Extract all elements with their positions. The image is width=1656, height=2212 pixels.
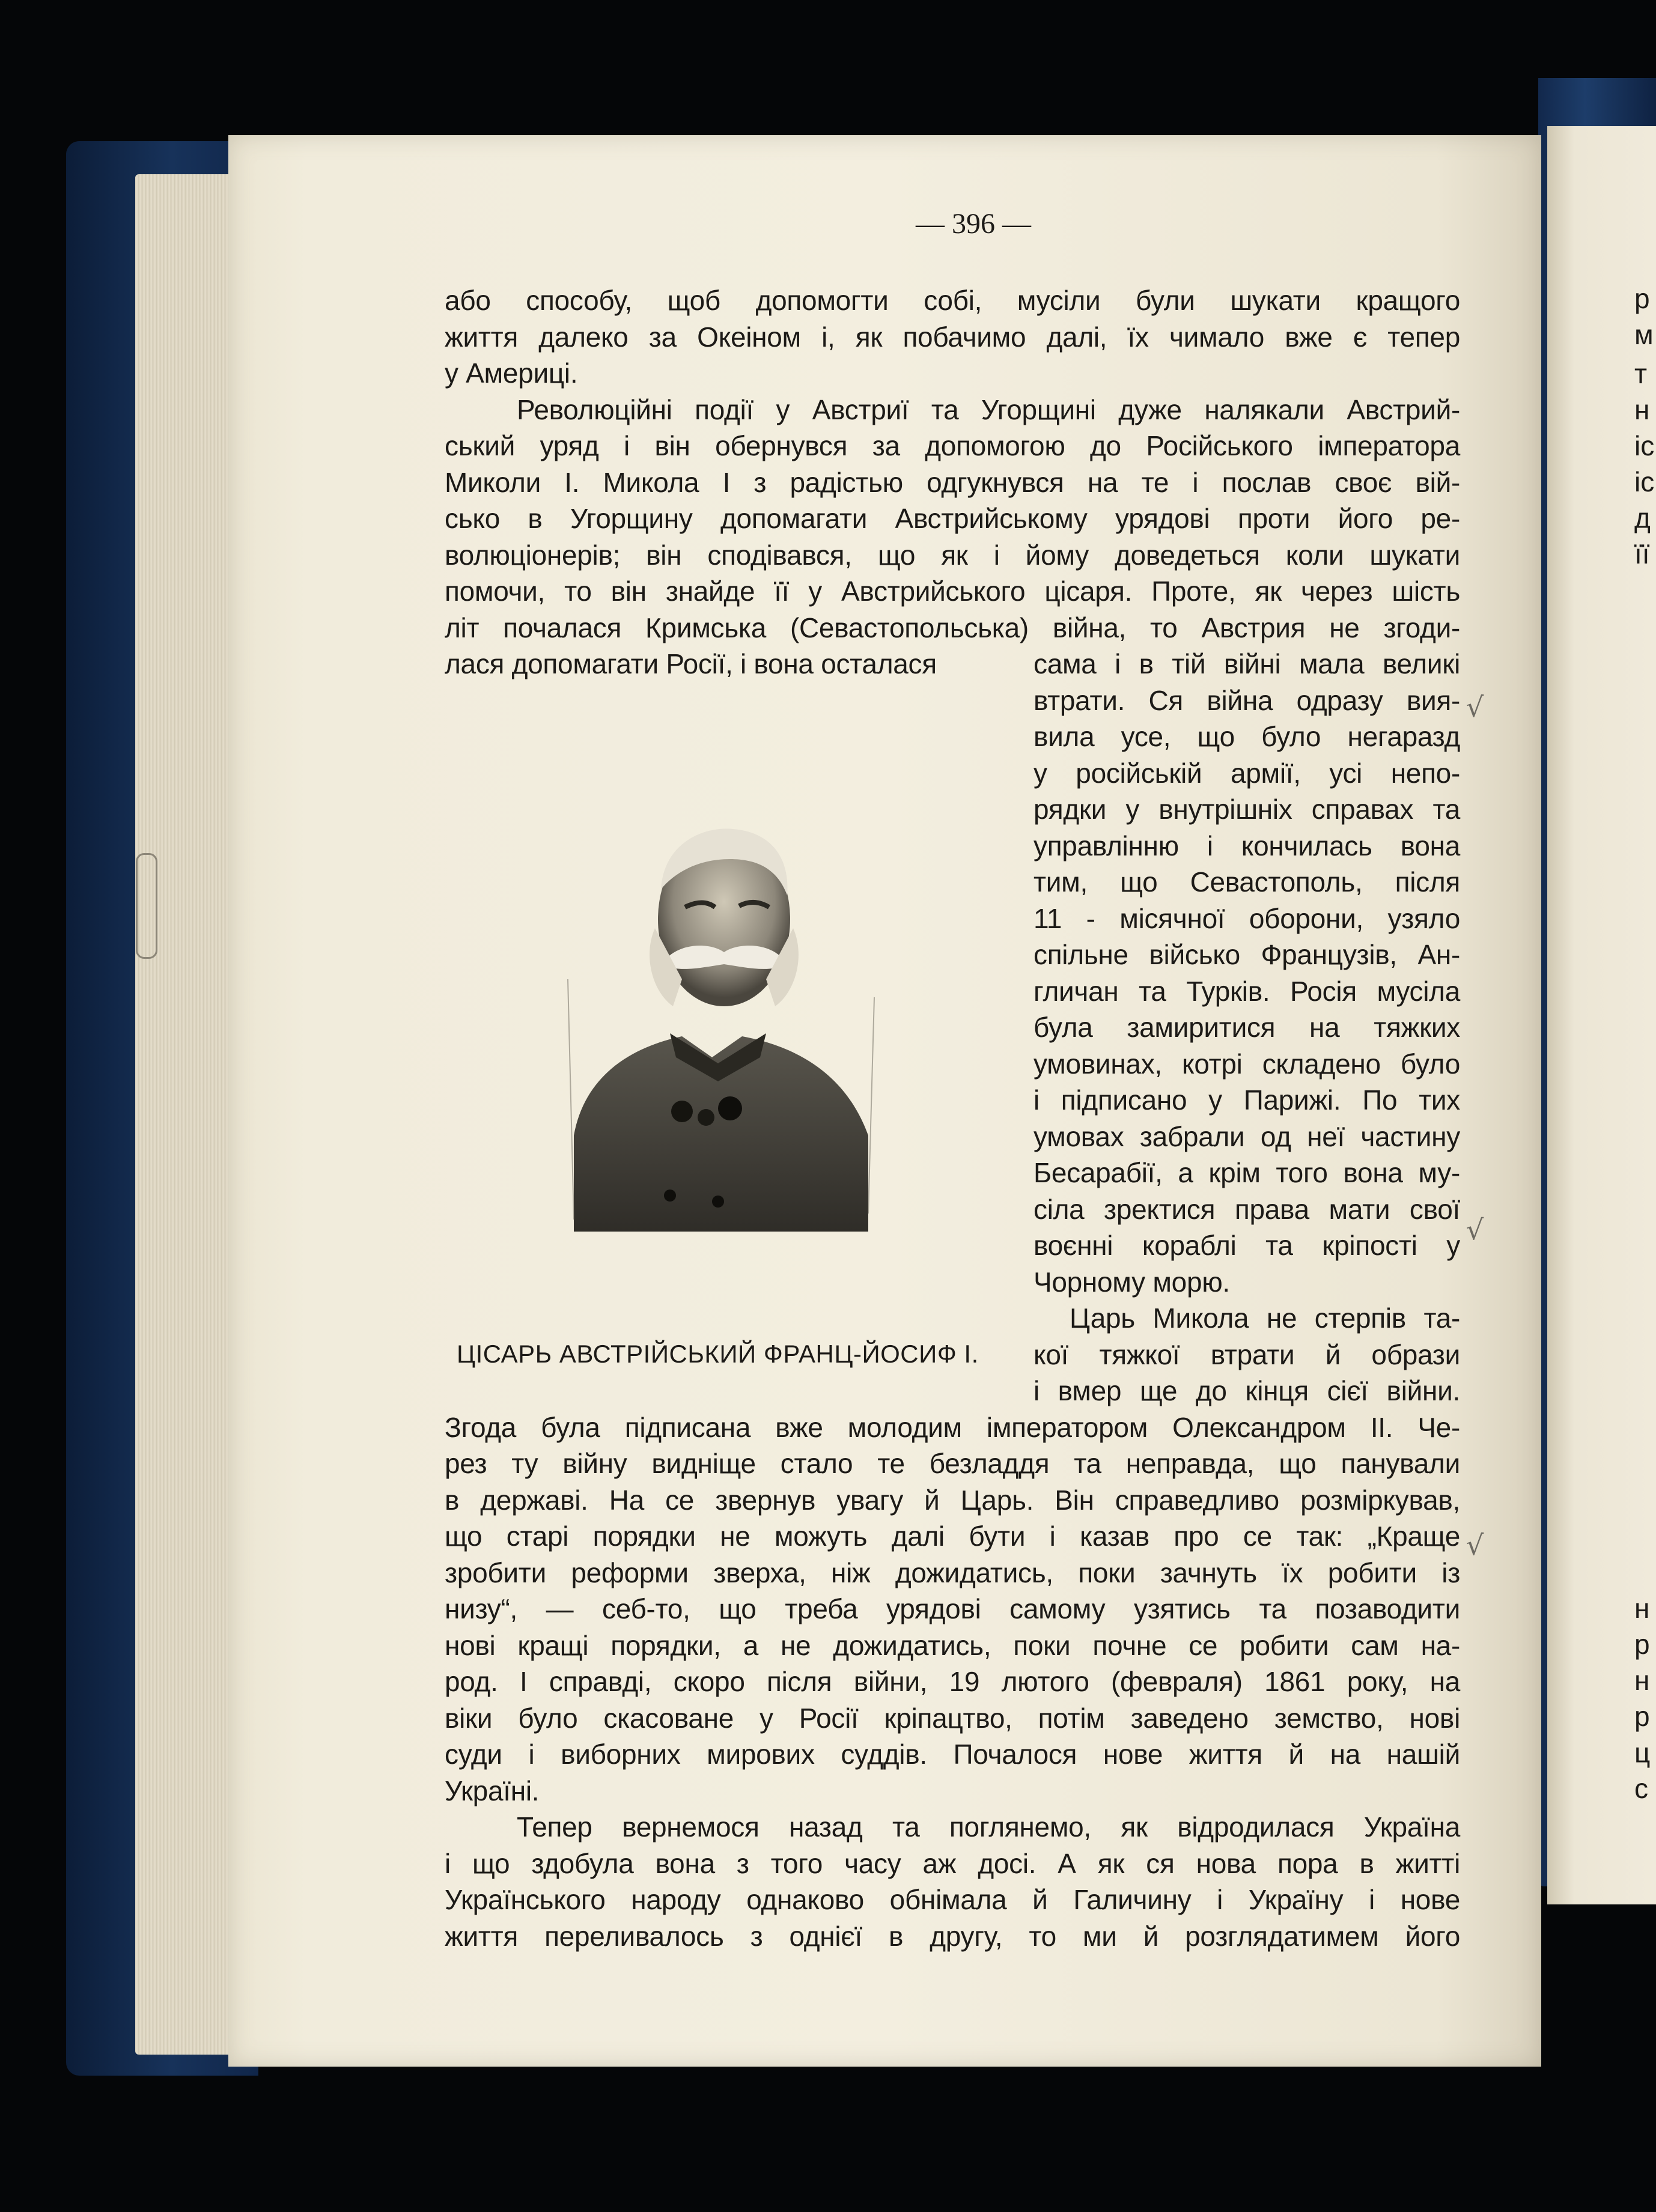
text-line: управлінню і кончилась вона bbox=[1033, 830, 1460, 861]
portrait-illustration bbox=[532, 799, 904, 1232]
text-line: втрати. Ся війна одразу вия- bbox=[1033, 684, 1460, 716]
bookmark-clip bbox=[136, 853, 157, 959]
text-line: суди і виборних мирових суддів. Почалося нове життя й на нашій bbox=[445, 1739, 1460, 1770]
medal-icon bbox=[718, 1096, 742, 1120]
text-line: Бесарабії, а крім того вона му- bbox=[1033, 1157, 1460, 1188]
text-line: спільне військо Французів, Ан- bbox=[1033, 939, 1460, 970]
pencil-tick-icon: √ bbox=[1466, 1214, 1484, 1246]
text-line: кої тяжкої втрати й образи bbox=[1033, 1338, 1460, 1370]
portrait-caption: ЦІСАРЬ АВСТРІЙСЬКИЙ ФРАНЦ-ЙОСИФ І. bbox=[457, 1340, 979, 1368]
next-page-letter: т bbox=[1634, 358, 1648, 389]
text-line: і підписано у Парижі. По тих bbox=[1033, 1084, 1460, 1116]
pencil-tick-icon: √ bbox=[1466, 691, 1484, 723]
text-line: Чорному морю. bbox=[1033, 1266, 1230, 1298]
text-line: Згода була підписана вже молодим імператором Олександром II. Че- bbox=[445, 1411, 1460, 1443]
text-line: низу“, — себ-то, що треба урядові самому узятись та позаводити bbox=[445, 1593, 1460, 1624]
text-line: літ почалася Кримська (Севастопольська) війна, то Австрия не згоди- bbox=[445, 612, 1460, 643]
text-line: гличан та Турків. Росія мусіла bbox=[1033, 975, 1460, 1007]
text-line: умовинах, котрі складено було bbox=[1033, 1048, 1460, 1080]
next-page-letter: р bbox=[1634, 283, 1650, 314]
next-page-letter: іс bbox=[1634, 466, 1655, 497]
text-line: була замиритися на тяжких bbox=[1033, 1012, 1460, 1043]
text-line: вила усе, що було негаразд bbox=[1033, 721, 1460, 752]
text-line: рез ту війну видніще стало те безладдя та неправда, що панували bbox=[445, 1448, 1460, 1479]
text-line: тим, що Севастополь, після bbox=[1033, 866, 1460, 898]
next-page-letter: н bbox=[1634, 394, 1650, 425]
text-line: у російській армії, усі непо- bbox=[1033, 757, 1460, 789]
text-line: умовах забрали од неї частину bbox=[1033, 1120, 1460, 1152]
text-line: Тепер вернемося назад та поглянемо, як відродилася Україна bbox=[517, 1811, 1460, 1843]
text-line: і вмер ще до кінця сієї війни. bbox=[1033, 1375, 1460, 1406]
text-line: волюціонерів; він сподівався, що як і йому доведеться коли шукати bbox=[445, 539, 1460, 571]
text-line: нові кращі порядки, а не дожидатись, поки почне се робити сам на- bbox=[445, 1629, 1460, 1661]
text-line: Україні. bbox=[445, 1775, 540, 1806]
pencil-tick-icon: √ bbox=[1466, 1529, 1484, 1561]
text-line: Революційні події у Австриї та Угорщині дуже налякали Австрий- bbox=[517, 393, 1460, 425]
medal-icon bbox=[664, 1190, 676, 1202]
text-line: Українського народу однаково обнімала й Галичину і Україну і нове bbox=[445, 1884, 1460, 1915]
text-line: в державі. На се звернув увагу й Царь. Він справедливо розміркував, bbox=[445, 1484, 1460, 1516]
next-page-letter: її bbox=[1634, 538, 1650, 570]
next-page-letter: н bbox=[1634, 1593, 1650, 1624]
next-page-letter: д bbox=[1634, 502, 1651, 533]
text-line: сіла зректися права мати свої bbox=[1033, 1193, 1460, 1225]
text-line: род. І справді, скоро після війни, 19 лютого (февраля) 1861 року, на bbox=[445, 1666, 1460, 1697]
text-line: що старі порядки не можуть далі бути і казав про се так: „Краще bbox=[445, 1521, 1460, 1552]
next-page-letter: м bbox=[1634, 319, 1654, 350]
medal-icon bbox=[712, 1196, 724, 1208]
text-line: і що здобула вона з того часу аж досі. А як ся нова пора в житті bbox=[445, 1847, 1460, 1879]
next-page-letter: с bbox=[1634, 1773, 1648, 1804]
text-line: у Америці. bbox=[445, 357, 578, 389]
next-page-letter: іс bbox=[1634, 430, 1655, 461]
next-page-letter: ц bbox=[1634, 1737, 1651, 1768]
text-line: Миколи І. Микола І з радістью одгукнувся на те і послав своє вій- bbox=[445, 466, 1460, 498]
medal-icon bbox=[671, 1101, 693, 1122]
text-line: 11 - місячної оборони, узяло bbox=[1033, 902, 1460, 934]
text-line: воєнні кораблі та кріпості у bbox=[1033, 1230, 1460, 1261]
text-line: зробити реформи зверха, ніж дожидатись, поки зачнуть їх робити із bbox=[445, 1557, 1460, 1588]
text-line: помочи, то він знайде її у Австрийського цісаря. Проте, як через шість bbox=[445, 576, 1460, 607]
medal-icon bbox=[698, 1109, 714, 1126]
next-page-letter: р bbox=[1634, 1701, 1650, 1732]
text-line: або способу, щоб допомогти собі, мусіли були шукати кращого bbox=[445, 285, 1460, 316]
text-line: життя переливалось з однієї в другу, то ми й розглядатимем його bbox=[445, 1920, 1460, 1952]
next-page-letter: н bbox=[1634, 1665, 1650, 1696]
page-number: — 396 — bbox=[916, 208, 1031, 240]
text-line: сама і в тій війні мала великі bbox=[1033, 648, 1460, 679]
text-line: рядки у внутрішніх справах та bbox=[1033, 794, 1460, 825]
text-line: лася допомагати Росії, і вона осталася bbox=[445, 648, 937, 679]
text-line: сько в Угорщину допомагати Австрийському урядові проти його ре- bbox=[445, 503, 1460, 534]
text-line: життя далеко за Океіном і, як побачимо далі, їх чимало вже є тепер bbox=[445, 321, 1460, 353]
next-page-letter: р bbox=[1634, 1629, 1650, 1660]
text-line: Царь Микола не стерпів та- bbox=[1070, 1302, 1460, 1334]
text-line: ський уряд і він обернувся за допомогою до Російського імператора bbox=[445, 430, 1460, 461]
text-line: віки було скасоване у Росії кріпацтво, потім заведено земство, нові bbox=[445, 1702, 1460, 1734]
